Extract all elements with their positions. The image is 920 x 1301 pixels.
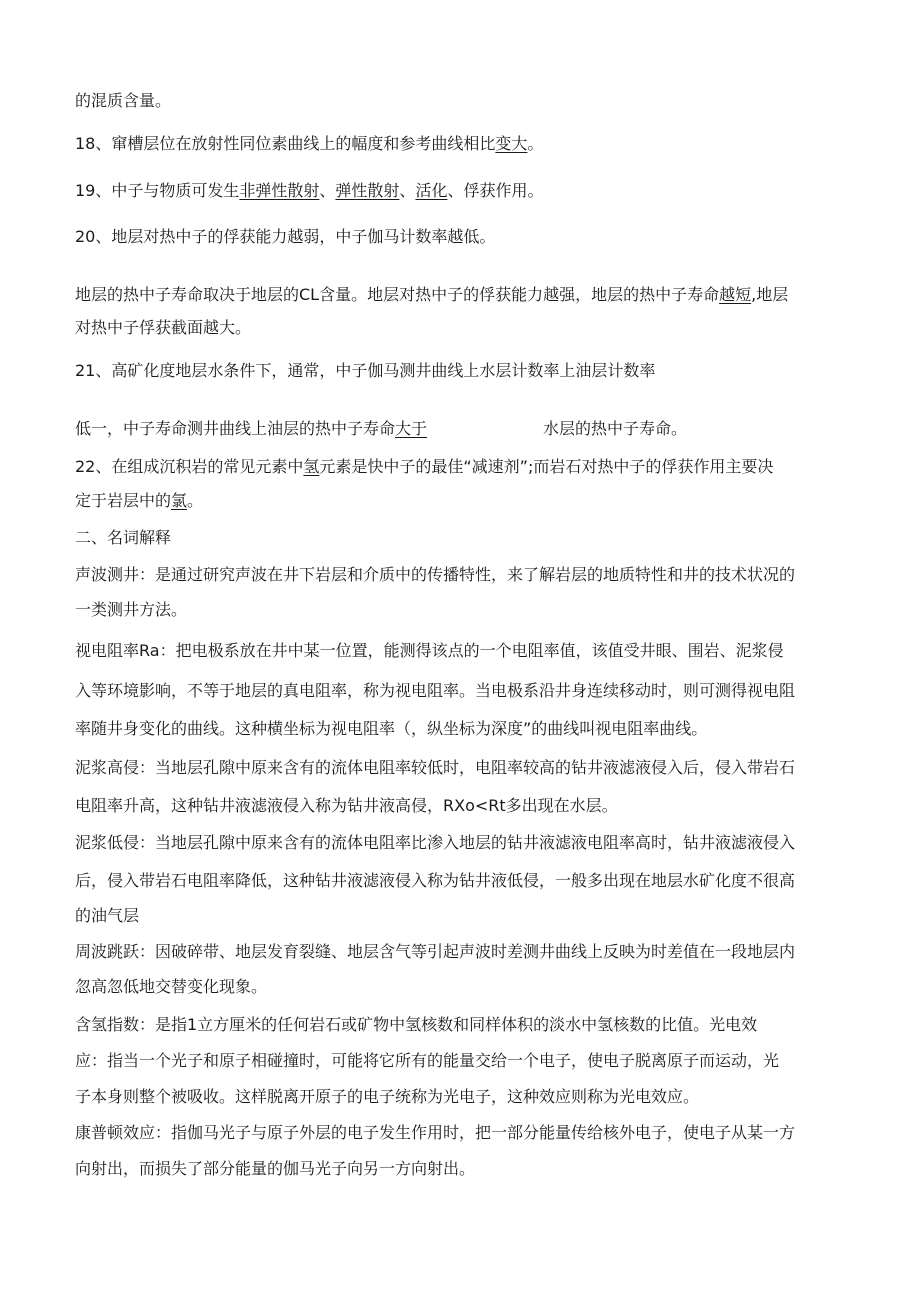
paragraph-end: ,地层 bbox=[751, 285, 789, 304]
definition-line: 含氢指数：是指1立方厘米的任何岩石或矿物中氢核数和同样体积的淡水中氢核数的比值。光电效 bbox=[75, 1015, 758, 1034]
item-22-text-2: 元素是快中子的最佳“减速剂”;而岩石对热中子的俘获作用主要决 bbox=[319, 457, 774, 476]
item-21-text: 低一，中子寿命测井曲线上油层的热中子寿命 bbox=[75, 419, 396, 438]
item-22-end: 。 bbox=[187, 491, 204, 510]
item-19-answer-1: 非弹性散射 bbox=[239, 181, 320, 200]
definition-line: 周波跳跃：因破碎带、地层发育裂缝、地层含气等引起声波时差测井曲线上反映为时差值在一段地层内 bbox=[75, 942, 796, 961]
item-21: 21、高矿化度地层水条件下，通常，中子伽马测井曲线上水层计数率上油层计数率 bbox=[75, 361, 656, 380]
item-18 bbox=[75, 133, 543, 155]
item-22-answer-2: 氯 bbox=[171, 491, 188, 510]
item-20: 20、地层对热中子的俘获能力越弱，中子伽马计数率越低。 bbox=[75, 227, 496, 246]
item-18-text: 18、窜槽层位在放射性同位素曲线上的幅度和参考曲线相比 bbox=[75, 134, 496, 153]
definition-line: 率随井身变化的曲线。这种横坐标为视电阻率（，纵坐标为深度”的曲线叫视电阻率曲线。 bbox=[75, 719, 708, 738]
paragraph-answer: 越短 bbox=[719, 285, 752, 304]
definition-line: 康普顿效应：指伽马光子与原子外层的电子发生作用时，把一部分能量传给核外电子，使电子从某一方 bbox=[75, 1123, 796, 1142]
definition-line: 子本身则整个被吸收。这样脱离开原子的电子统称为光电子，这种效应则称为光电效应。 bbox=[75, 1087, 700, 1106]
section-heading: 二、名词解释 bbox=[75, 528, 172, 547]
item-19-sep-2: 、 bbox=[399, 181, 416, 200]
paragraph-line bbox=[75, 284, 788, 306]
item-19-answer-2: 弹性散射 bbox=[335, 181, 400, 200]
item-21-continued bbox=[75, 418, 687, 440]
definition-line: 向射出，而损失了部分能量的伽马光子向另一方向射出。 bbox=[75, 1159, 476, 1178]
text-line: 的混质含量。 bbox=[75, 91, 172, 110]
item-19-answer-3: 活化 bbox=[415, 181, 448, 200]
definition-line: 一类测井方法。 bbox=[75, 600, 188, 619]
paragraph-line: 对热中子俘获截面越大。 bbox=[75, 318, 252, 337]
definition-line: 声波测井：是通过研究声波在井下岩层和介质中的传播特性，来了解岩层的地质特性和井的技术状况的 bbox=[75, 565, 796, 584]
item-22-text: 22、在组成沉积岩的常见元素中 bbox=[75, 457, 304, 476]
item-18-end: 。 bbox=[527, 134, 544, 153]
item-21-answer: 大于 bbox=[395, 419, 428, 438]
item-19 bbox=[75, 180, 543, 202]
item-22-continued bbox=[75, 490, 203, 512]
paragraph-text: 地层的热中子寿命取决于地层的CL含量。地层对热中子的俘获能力越强，地层的热中子寿命 bbox=[75, 285, 720, 304]
item-19-end: 、俘获作用。 bbox=[447, 181, 544, 200]
definition-line: 应：指当一个光子和原子相碰撞时，可能将它所有的能量交给一个电子，使电子脱离原子而运动，光 bbox=[75, 1051, 780, 1070]
item-18-answer: 变大 bbox=[495, 134, 528, 153]
definition-line: 电阻率升高，这种钻井液滤液侵入称为钻井液高侵，RXo<Rt多出现在水层。 bbox=[75, 796, 618, 815]
item-22-text-3: 定于岩层中的 bbox=[75, 491, 172, 510]
definition-line: 视电阻率Ra：把电极系放在井中某一位置，能测得该点的一个电阻率值，该值受井眼、围岩、泥浆侵 bbox=[75, 641, 784, 660]
item-21-end: 水层的热中子寿命。 bbox=[543, 419, 688, 438]
item-22-answer-1: 氢 bbox=[303, 457, 320, 476]
item-19-sep-1: 、 bbox=[319, 181, 336, 200]
item-19-text: 19、中子与物质可发生 bbox=[75, 181, 240, 200]
definition-line: 泥浆高侵：当地层孔隙中原来含有的流体电阻率较低时，电阻率较高的钻井液滤液侵入后，侵入带岩石 bbox=[75, 758, 796, 777]
definition-line: 的油气层 bbox=[75, 906, 140, 925]
definition-line: 泥浆低侵：当地层孔隙中原来含有的流体电阻率比渗入地层的钻井液滤液电阻率高时，钻井液滤液侵入 bbox=[75, 833, 796, 852]
item-22 bbox=[75, 456, 773, 478]
definition-line: 忽高忽低地交替变化现象。 bbox=[75, 977, 268, 996]
definition-line: 后，侵入带岩石电阻率降低，这种钻井液滤液侵入称为钻井液低侵，一般多出现在地层水矿化度不很高 bbox=[75, 871, 796, 890]
definition-line: 入等环境影响，不等于地层的真电阻率，称为视电阻率。当电极系沿井身连续移动时，则可测得视电阻 bbox=[75, 681, 796, 700]
